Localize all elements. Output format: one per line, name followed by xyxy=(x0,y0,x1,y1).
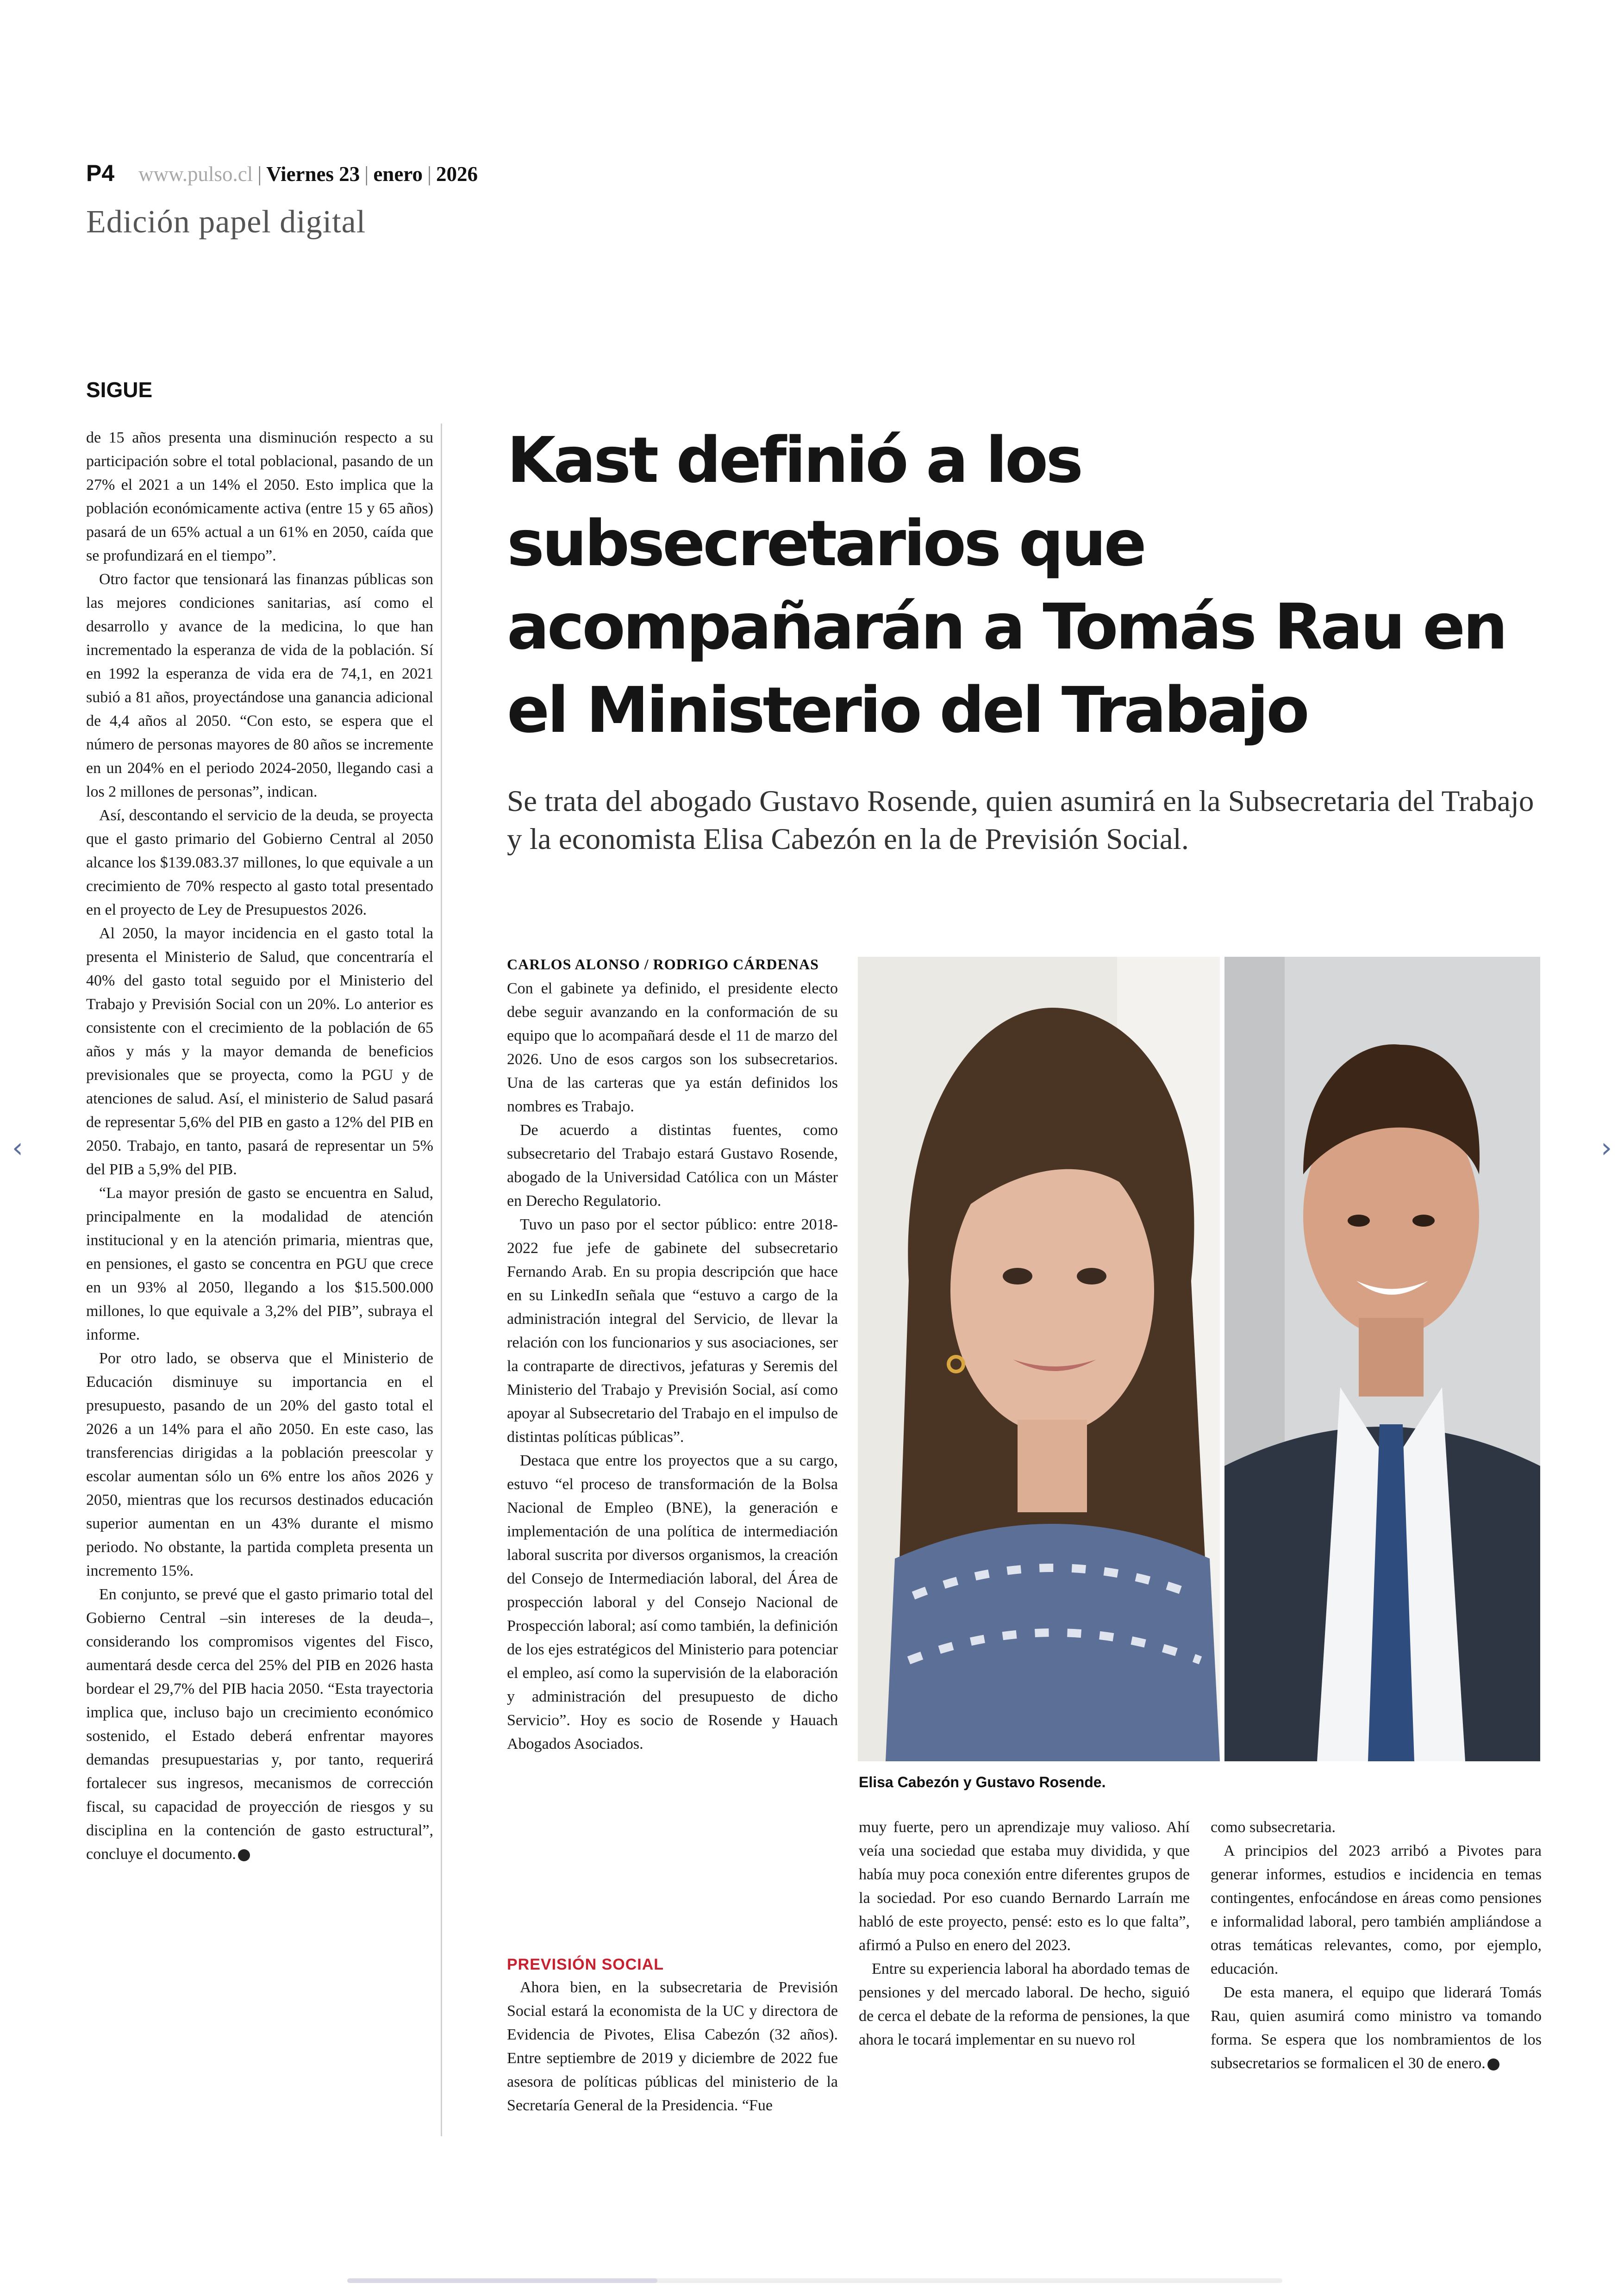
photo-elisa-cabezon xyxy=(858,957,1220,1761)
previous-page-icon[interactable]: ‹ xyxy=(12,1132,23,1164)
header-divider: | xyxy=(427,162,431,186)
site-url[interactable]: www.pulso.cl xyxy=(138,162,253,186)
deck: Se trata del abogado Gustavo Rosende, quien asumirá en la Subsecretaria del Trabajo y la economista Elisa Cabezón en la de Previsión Social. xyxy=(507,785,1534,856)
left-column-text xyxy=(86,426,433,2139)
article-paragraph: Con el gabinete ya definido, el presidente electo debe seguir avanzando en la conformación de su equipo que lo acompañará desde el 11 de marzo del 2026. Uno de esos cargos son los subsecretarios. Una de las carteras que ya están definidos los nombres es Trabajo. xyxy=(507,980,838,1115)
column-divider xyxy=(441,424,442,2136)
left-paragraph: Así, descontando el servicio de la deuda, se proyecta que el gasto primario del Gobierno Central al 2050 alcance los $139.083.37 millones, lo que equivale a un crecimiento de 70% respecto al gasto total presentado en el proyecto de Ley de Presupuestos 2026. xyxy=(86,807,433,918)
header-month: enero xyxy=(373,162,423,186)
next-page-icon[interactable]: › xyxy=(1601,1132,1612,1164)
header-divider: | xyxy=(364,162,369,186)
scroll-thumb[interactable] xyxy=(347,2278,657,2283)
end-mark-icon xyxy=(1487,2058,1499,2070)
headline: Kast definió a los subsecretarios que acompañarán a Tomás Rau en el Ministerio del Trabajo xyxy=(507,424,1506,747)
page-number: P4 xyxy=(86,160,115,186)
end-mark-icon xyxy=(238,1849,250,1861)
left-paragraph: Al 2050, la mayor incidencia en el gasto total la presenta el Ministerio de Salud, que concentraría el 40% del gasto total seguido por el Ministerio del Trabajo y Previsión Social con un 20%. Lo anterior es consistente con el crecimiento de la población de 65 años y más y la mayor demanda de beneficios previsionales que se proyecta, como la PGU y de atenciones de salud. Así, el ministerio de Salud pasará de representar 5,6% del PIB en gasto a 12% del PIB en 2050. Trabajo, en tanto, pasará de representar un 5% del PIB a 5,9% del PIB. xyxy=(86,925,433,1178)
sigue-label: SIGUE xyxy=(86,378,153,402)
left-paragraph: Por otro lado, se observa que el Ministerio de Educación disminuye su importancia en el presupuesto, pasando de un 20% del gasto total el 2026 a un 14% para el año 2050. En este caso, las transferencias dirigidas a la población preescolar y escolar aumentan sólo un 6% entre los años 2026 y 2050, mientras que los recursos destinados educación superior aumentan en un 43% durante el mismo periodo. No obstante, la partida completa presenta un incremento 15%. xyxy=(86,1350,433,1579)
portrait-woman-image xyxy=(858,957,1220,1761)
article-paragraph: Tuvo un paso por el sector público: entre 2018-2022 fue jefe de gabinete del subsecretario Fernando Arab. En su propia descripción que hace en su LinkedIn señala que “estuvo a cargo de la administración integral del Servicio, de llevar la relación con los funcionarios y sus asociaciones, ser la contraparte de directivos, jefaturas y Seremis del Ministerio del Trabajo y Previsión Social, así como apoyar al Subsecretario del Trabajo en el impulso de distintas políticas públicas”. xyxy=(507,1216,838,1446)
article-column-2 xyxy=(507,977,838,1756)
article-paragraph: muy fuerte, pero un aprendizaje muy valioso. Ahí veía una sociedad que estaba muy dividida, y que había muy poca conexión entre diferentes grupos de la sociedad. Por eso cuando Bernardo Larraín me habló de este proyecto, pensé: esto es lo que falta”, afirmó a Pulso en enero del 2023. xyxy=(859,1819,1190,1954)
edition-label: Edición papel digital xyxy=(86,204,366,240)
left-paragraph: de 15 años presenta una disminución respecto a su participación sobre el total poblacional, pasando de un 27% el 2021 a un 14% el 2050. Esto implica que la población económicamente activa (entre 15 y 65 años) pasará de un 65% actual a un 61% en 2050, caída que se profundizará en el tiempo”. xyxy=(86,429,433,564)
portrait-man-image xyxy=(1224,957,1540,1761)
photo-caption: Elisa Cabezón y Gustavo Rosende. xyxy=(859,1774,1106,1790)
article-column-4 xyxy=(1211,1815,1542,2075)
page-header xyxy=(86,160,478,187)
header-weekday: Viernes 23 xyxy=(266,162,360,186)
article-paragraph: Ahora bien, en la subsecretaria de Previsión Social estará la economista de la UC y directora de Evidencia de Pivotes, Elisa Cabezón (32 años). Entre septiembre de 2019 y diciembre de 2022 fue asesora de políticas públicas del ministerio de la Secretaría General de la Presidencia. “Fue xyxy=(507,1979,838,2114)
photo-gustavo-rosende xyxy=(1224,957,1540,1761)
article-paragraph: como subsecretaria. xyxy=(1211,1819,1336,1836)
header-divider: | xyxy=(257,162,262,186)
article-paragraph: Entre su experiencia laboral ha abordado temas de pensiones y del mercado laboral. De hecho, siguió de cerca el debate de la reforma de pensiones, la que ahora le tocará implementar en su nuevo rol xyxy=(859,1960,1190,2048)
article-paragraph: De acuerdo a distintas fuentes, como subsecretario del Trabajo estará Gustavo Rosende, abogado de la Universidad Católica con un Máster en Derecho Regulatorio. xyxy=(507,1122,838,1210)
left-paragraph: “La mayor presión de gasto se encuentra en Salud, principalmente en la modalidad de atención institucional y en la atención primaria, mientras que, en pensiones, el gasto se concentra en PGU que crece en un 93% al 2050, llegando a los $15.500.000 millones, lo que equivale a 3,2% del PIB”, subraya el informe. xyxy=(86,1185,433,1343)
article-paragraph-last xyxy=(1211,1981,1542,2075)
header-year: 2026 xyxy=(436,162,478,186)
article-paragraph: Destaca que entre los proyectos que a su cargo, estuvo “el proceso de transformación de la Bolsa Nacional de Empleo (BNE), la generación e implementación de una política de intermediación laboral suscrita por diversos organismos, la creación del Consejo de Intermediación laboral, del Área de prospección laboral y del Consejo Nacional de Prospección laboral; así como también, la definición de los ejes estratégicos del Ministerio para potenciar el empleo, así como la supervisión de la elaboración y administración del presupuesto de dicho Servicio”. Hoy es socio de Rosende y Hauach Abogados Asociados. xyxy=(507,1452,838,1752)
left-paragraph: Otro factor que tensionará las finanzas públicas son las mejores condiciones sanitarias, así como el desarrollo y avance de la medicina, lo que han incrementado la esperanza de vida de la población. Sí en 1992 la esperanza de vida era de 74,1, en 2021 subió a 81 años, proyectándose una ganancia adicional de 4,4 años al 2050. “Con esto, se espera que el número de personas mayores de 80 años se incremente en un 204% en el periodo 2024-2050, llegando casi a los 2 millones de personas”, indican. xyxy=(86,571,433,800)
left-paragraph-last xyxy=(86,1583,433,1866)
article-paragraph-text: De esta manera, el equipo que liderará Tomás Rau, quien asumirá como ministro va tomando forma. Se espera que los nombramientos de los subsecretarios se formalicen el 30 de enero. xyxy=(1211,1984,1542,2072)
byline: CARLOS ALONSO / RODRIGO CÁRDENAS xyxy=(507,956,819,973)
subhead-prevision-social: PREVISIÓN SOCIAL xyxy=(507,1956,664,1973)
left-paragraph-text: En conjunto, se prevé que el gasto primario total del Gobierno Central –sin intereses de la deuda–, considerando los compromisos vigentes del Fisco, aumentará desde cerca del 25% del PIB en 2026 hasta bordear el 29,7% del PIB hacia 2050. “Esta trayectoria implica que, incluso bajo un crecimiento económico sostenido, el Estado deberá enfrentar mayores demandas presupuestarias y, por tanto, requerirá fortalecer sus ingresos, mecanismos de corrección fiscal, su capacidad de proyección de riesgos y su disciplina en la contención de gasto estructural”, concluye el documento. xyxy=(86,1586,433,1863)
article-paragraph: A principios del 2023 arribó a Pivotes para generar informes, estudios e incidencia en temas contingentes, enfocándose en áreas como pensiones e informalidad laboral, pero también ampliándose a otras temáticas relevantes, como, por ejemplo, educación. xyxy=(1211,1842,1542,1977)
article-column-3 xyxy=(859,1815,1190,2052)
article-column-2-bottom xyxy=(507,1956,838,2117)
